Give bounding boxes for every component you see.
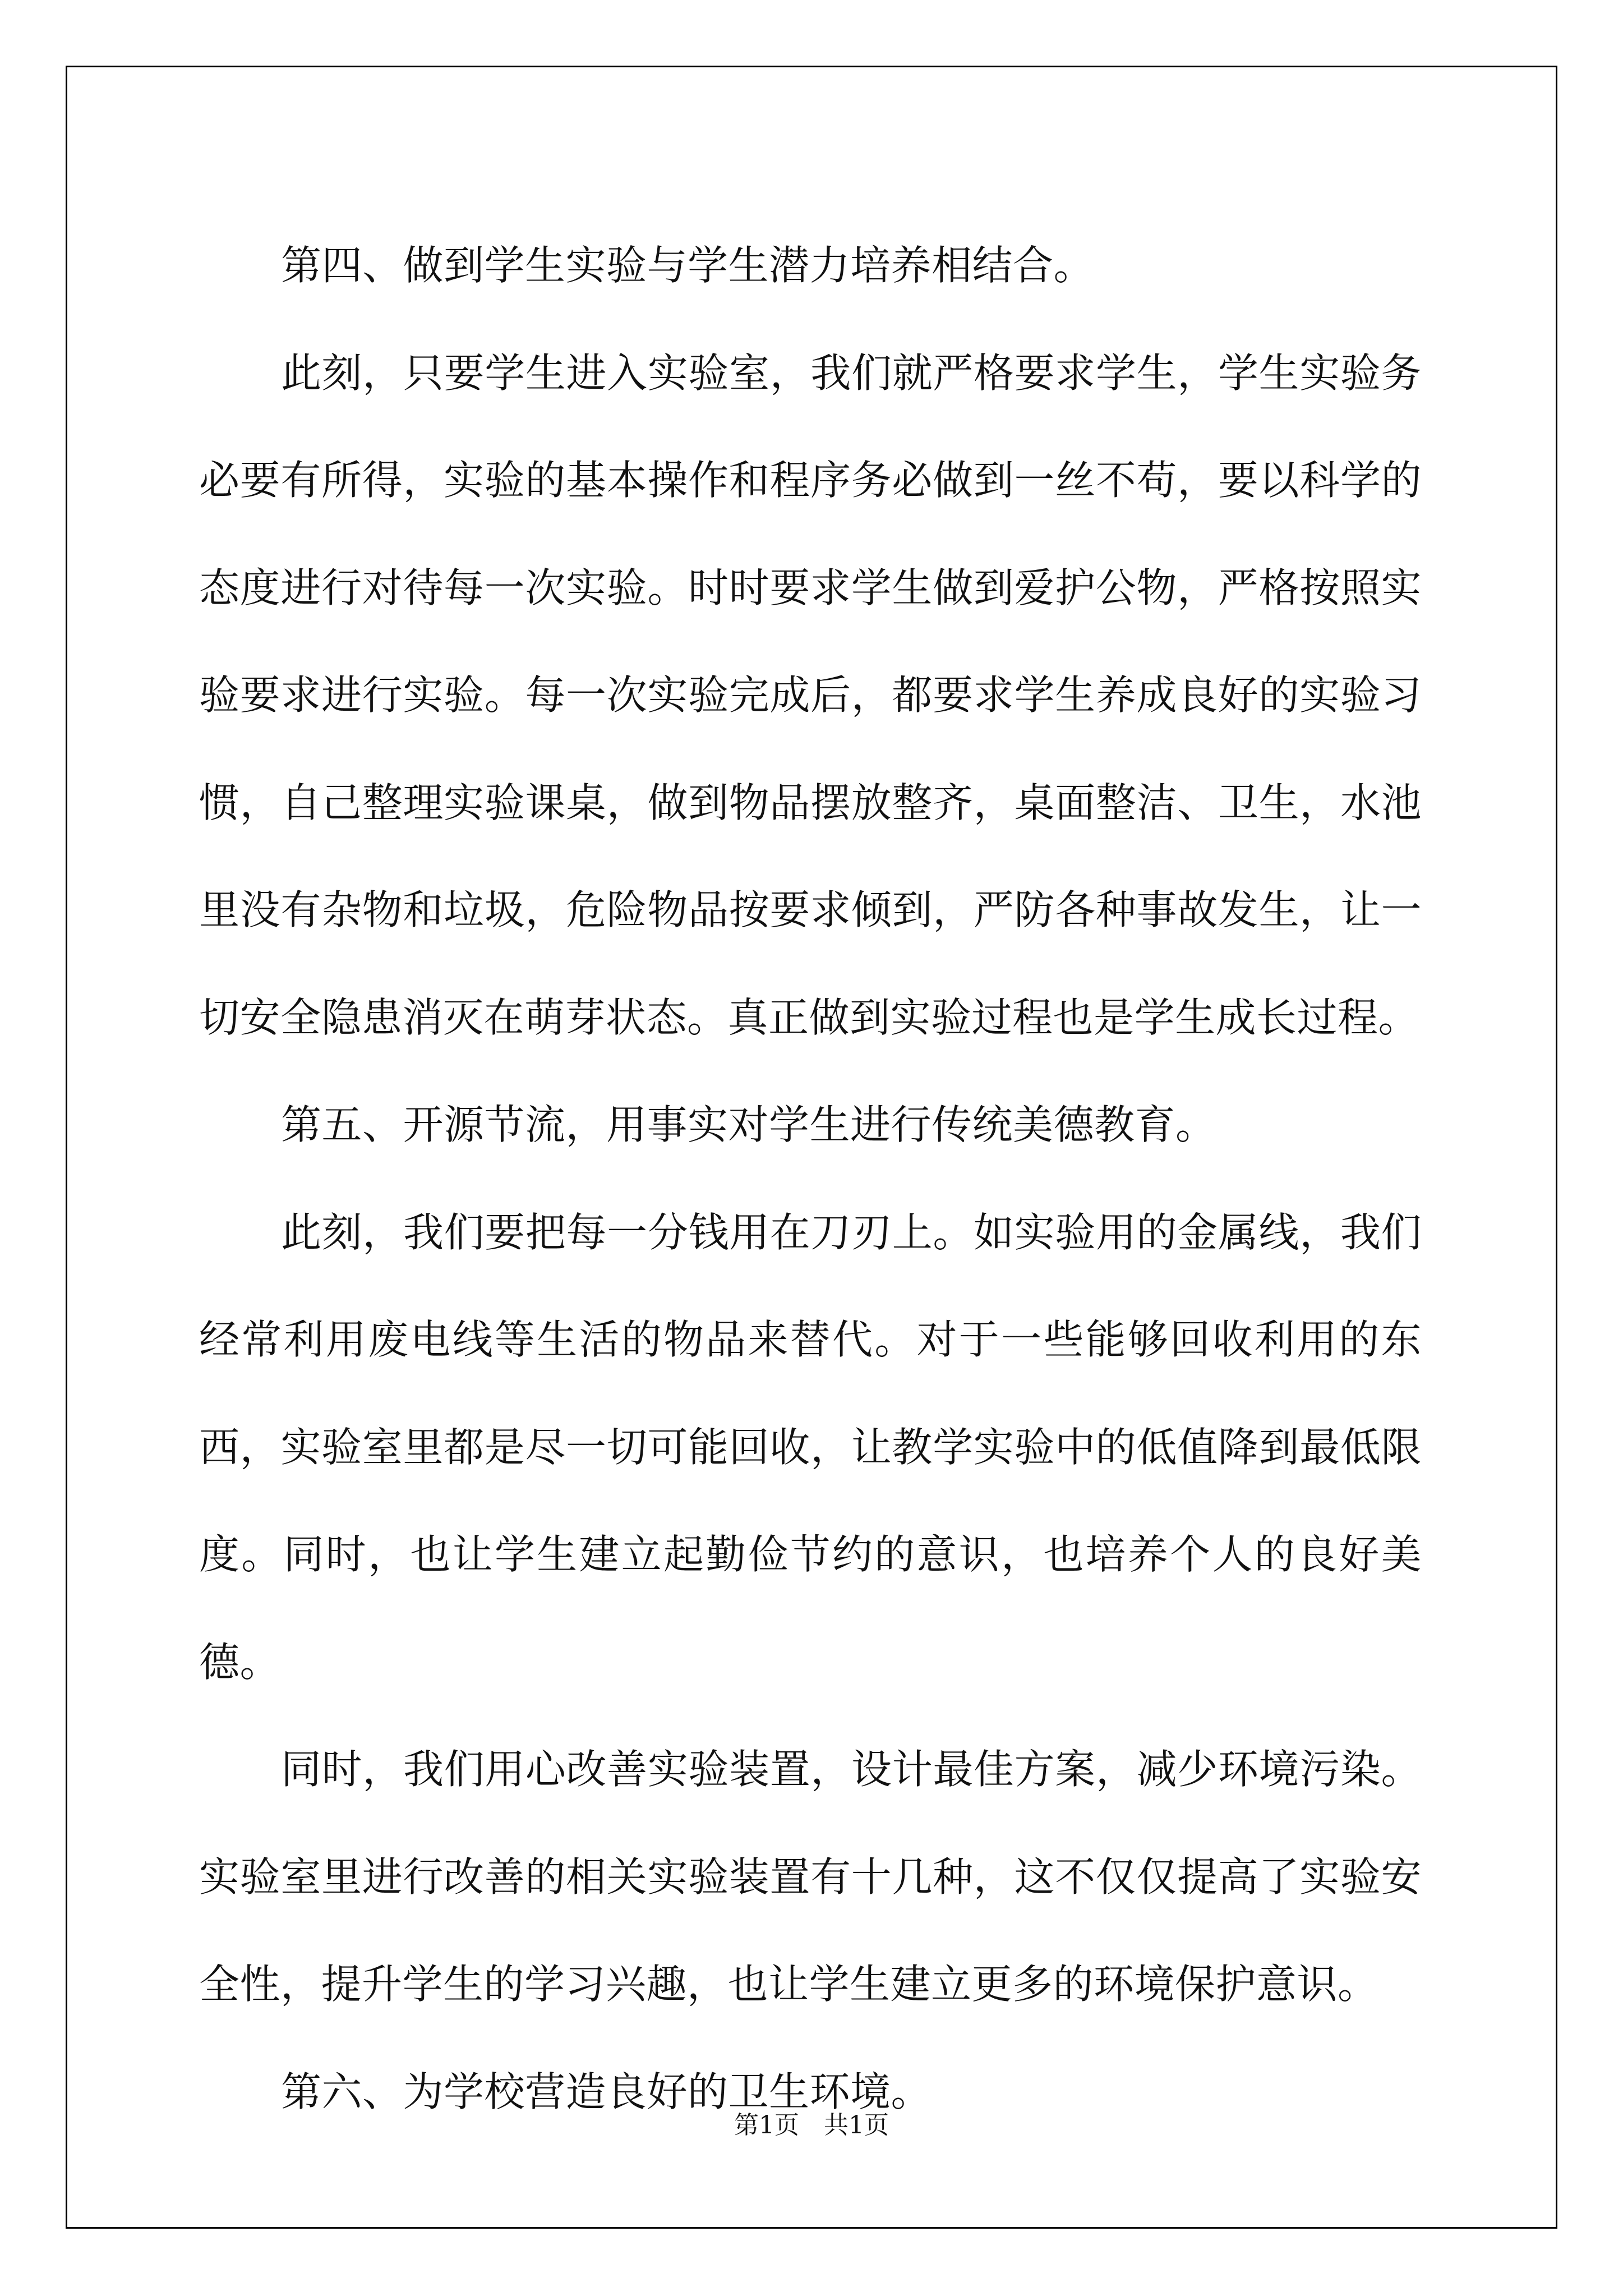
paragraph-heading-6: 第六、为学校营造良好的卫生环境。 (281, 2068, 932, 2115)
page-number-footer: 第1页 共1页 (734, 2111, 889, 2139)
paragraph: 此刻，只要学生进入实验室，我们就严格要求学生，学生实验务必要有所得，实验的基本操作和程序务必做到一丝不苟，要以科学的态度进行对待每一次实验。时时要求学生做到爱护公物，严格按照实验要求进行实验。每一次实验完成后，都要求学生养成良好的实验习惯，自己整理实验课桌，做到物品摆放整齐，桌面整洁、卫生，水池里没有杂物和垃圾，危险物品按要求倾到，严防各种事故发生，让一切安全隐患消灭在萌芽状态。真正做到实验过程也是学生成长过程。 (199, 349, 1422, 1041)
paragraph: 此刻，我们要把每一分钱用在刀刃上。如实验用的金属线，我们经常利用废电线等生活的物品来替代。对于一些能够回收利用的东西，实验室里都是尽一切可能回收，让教学实验中的低值降到最低限度。同时，也让学生建立起勤俭节约的意识，也培养个人的良好美德。 (199, 1208, 1422, 1686)
paragraph-heading-5: 第五、开源节流，用事实对学生进行传统美德教育。 (281, 1101, 1216, 1148)
paragraph: 同时，我们用心改善实验装置，设计最佳方案，减少环境污染。实验室里进行改善的相关实验装置有十几种，这不仅仅提高了实验安全性，提升学生的学习兴趣，也让学生建立更多的环境保护意识。 (199, 1746, 1422, 2008)
document-body (199, 212, 1422, 2146)
paragraph-heading-4: 第四、做到学生实验与学生潜力培养相结合。 (281, 242, 1095, 289)
